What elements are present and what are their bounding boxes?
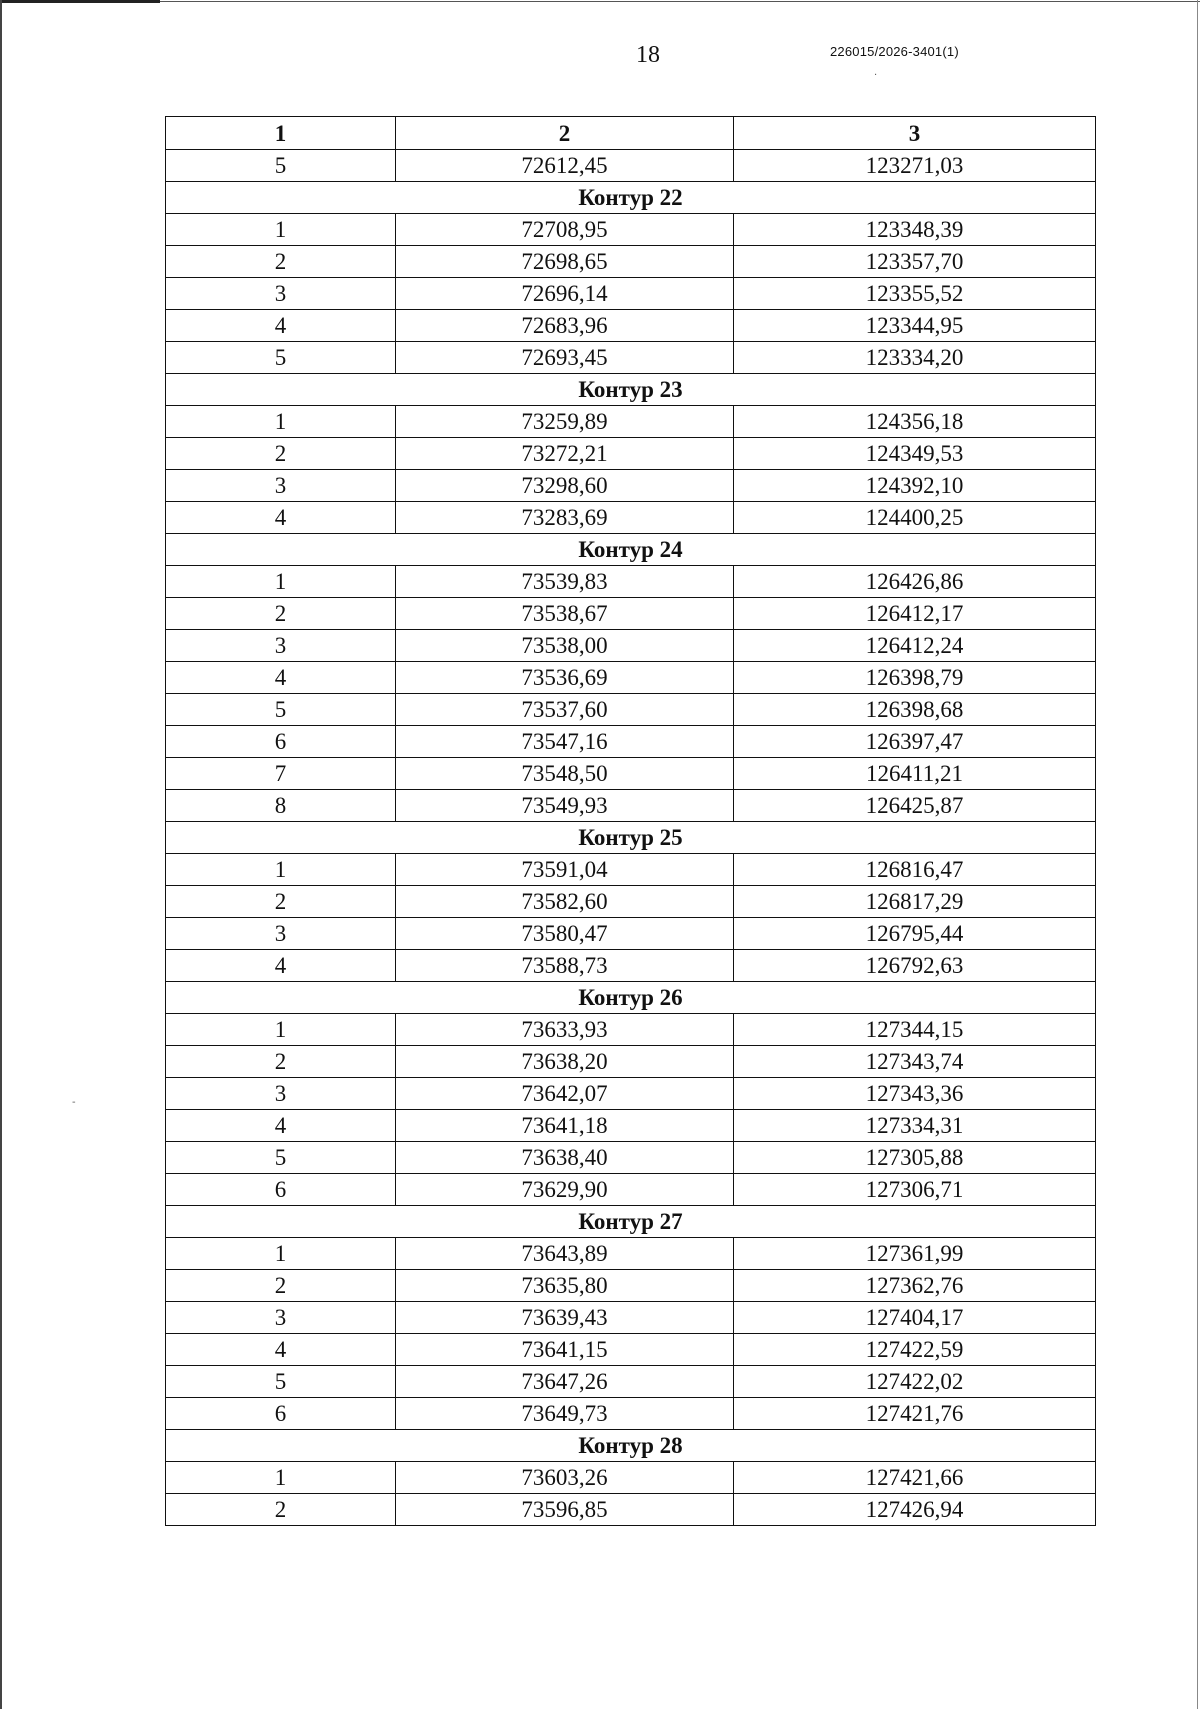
x-coordinate-cell: 73641,15 [396, 1334, 734, 1366]
table-row [166, 598, 1096, 630]
y-coordinate-cell: 127361,99 [734, 1238, 1096, 1270]
table-row [166, 758, 1096, 790]
table-row [166, 1014, 1096, 1046]
x-coordinate-cell: 73629,90 [396, 1174, 734, 1206]
x-coordinate-cell: 73641,18 [396, 1110, 734, 1142]
point-number-cell: 1 [166, 406, 396, 438]
point-number-cell: 1 [166, 214, 396, 246]
document-id: 226015/2026-3401(1) [830, 44, 959, 59]
point-number-cell: 4 [166, 310, 396, 342]
x-coordinate-cell: 73596,85 [396, 1494, 734, 1526]
y-coordinate-cell: 126411,21 [734, 758, 1096, 790]
table-row [166, 1302, 1096, 1334]
y-coordinate-cell: 127426,94 [734, 1494, 1096, 1526]
y-coordinate-cell: 126792,63 [734, 950, 1096, 982]
x-coordinate-cell: 73635,80 [396, 1270, 734, 1302]
table-row [166, 246, 1096, 278]
y-coordinate-cell: 124356,18 [734, 406, 1096, 438]
y-coordinate-cell: 127422,02 [734, 1366, 1096, 1398]
contour-header-row [166, 822, 1096, 854]
contour-label: Контур 25 [166, 822, 1096, 854]
y-coordinate-cell: 127343,36 [734, 1078, 1096, 1110]
y-coordinate-cell: 123357,70 [734, 246, 1096, 278]
point-number-cell: 1 [166, 1238, 396, 1270]
point-number-cell: 6 [166, 1174, 396, 1206]
x-coordinate-cell: 73537,60 [396, 694, 734, 726]
y-coordinate-cell: 124349,53 [734, 438, 1096, 470]
point-number-cell: 1 [166, 1462, 396, 1494]
x-coordinate-cell: 73538,67 [396, 598, 734, 630]
point-number-cell: 5 [166, 694, 396, 726]
x-coordinate-cell: 73283,69 [396, 502, 734, 534]
table-row [166, 502, 1096, 534]
table-row [166, 1142, 1096, 1174]
y-coordinate-cell: 126426,86 [734, 566, 1096, 598]
y-coordinate-cell: 123355,52 [734, 278, 1096, 310]
point-number-cell: 1 [166, 566, 396, 598]
table-row [166, 1462, 1096, 1494]
x-coordinate-cell: 73298,60 [396, 470, 734, 502]
contour-label: Контур 22 [166, 182, 1096, 214]
x-coordinate-cell: 73259,89 [396, 406, 734, 438]
y-coordinate-cell: 126817,29 [734, 886, 1096, 918]
point-number-cell: 2 [166, 1270, 396, 1302]
point-number-cell: 5 [166, 1366, 396, 1398]
x-coordinate-cell: 73591,04 [396, 854, 734, 886]
contour-header-row [166, 182, 1096, 214]
table-row [166, 918, 1096, 950]
point-number-cell: 4 [166, 950, 396, 982]
table-row [166, 790, 1096, 822]
x-coordinate-cell: 73547,16 [396, 726, 734, 758]
table-row [166, 854, 1096, 886]
column-header: 2 [396, 117, 734, 150]
point-number-cell: 6 [166, 726, 396, 758]
y-coordinate-cell: 123348,39 [734, 214, 1096, 246]
point-number-cell: 4 [166, 662, 396, 694]
table-row [166, 1174, 1096, 1206]
x-coordinate-cell: 73639,43 [396, 1302, 734, 1334]
table-row [166, 1270, 1096, 1302]
y-coordinate-cell: 127344,15 [734, 1014, 1096, 1046]
table-row [166, 566, 1096, 598]
point-number-cell: 5 [166, 1142, 396, 1174]
x-coordinate-cell: 73549,93 [396, 790, 734, 822]
x-coordinate-cell: 73582,60 [396, 886, 734, 918]
y-coordinate-cell: 126816,47 [734, 854, 1096, 886]
y-coordinate-cell: 126398,68 [734, 694, 1096, 726]
point-number-cell: 2 [166, 886, 396, 918]
table-row [166, 1046, 1096, 1078]
point-number-cell: 1 [166, 854, 396, 886]
y-coordinate-cell: 123271,03 [734, 150, 1096, 182]
contour-label: Контур 27 [166, 1206, 1096, 1238]
point-number-cell: 3 [166, 918, 396, 950]
x-coordinate-cell: 73633,93 [396, 1014, 734, 1046]
x-coordinate-cell: 72683,96 [396, 310, 734, 342]
column-header: 3 [734, 117, 1096, 150]
x-coordinate-cell: 72708,95 [396, 214, 734, 246]
point-number-cell: 4 [166, 1110, 396, 1142]
y-coordinate-cell: 127362,76 [734, 1270, 1096, 1302]
page-left-edge [0, 0, 2, 1709]
point-number-cell: 2 [166, 246, 396, 278]
scan-speck: - [72, 1097, 76, 1108]
table-row [166, 470, 1096, 502]
y-coordinate-cell: 126398,79 [734, 662, 1096, 694]
table-row [166, 1078, 1096, 1110]
contour-header-row [166, 1430, 1096, 1462]
x-coordinate-cell: 73536,69 [396, 662, 734, 694]
contour-label: Контур 28 [166, 1430, 1096, 1462]
table-row [166, 150, 1096, 182]
contour-header-row [166, 1206, 1096, 1238]
y-coordinate-cell: 127421,76 [734, 1398, 1096, 1430]
point-number-cell: 3 [166, 278, 396, 310]
x-coordinate-cell: 73580,47 [396, 918, 734, 950]
contour-label: Контур 23 [166, 374, 1096, 406]
y-coordinate-cell: 126397,47 [734, 726, 1096, 758]
y-coordinate-cell: 124392,10 [734, 470, 1096, 502]
y-coordinate-cell: 127343,74 [734, 1046, 1096, 1078]
y-coordinate-cell: 124400,25 [734, 502, 1096, 534]
y-coordinate-cell: 126425,87 [734, 790, 1096, 822]
y-coordinate-cell: 127334,31 [734, 1110, 1096, 1142]
table-row [166, 630, 1096, 662]
page-number: 18 [636, 42, 660, 68]
point-number-cell: 2 [166, 598, 396, 630]
x-coordinate-cell: 73538,00 [396, 630, 734, 662]
point-number-cell: 8 [166, 790, 396, 822]
y-coordinate-cell: 127306,71 [734, 1174, 1096, 1206]
table-row [166, 406, 1096, 438]
table-row [166, 438, 1096, 470]
x-coordinate-cell: 73643,89 [396, 1238, 734, 1270]
y-coordinate-cell: 126795,44 [734, 918, 1096, 950]
table-row [166, 726, 1096, 758]
x-coordinate-cell: 72612,45 [396, 150, 734, 182]
page-right-edge [1197, 0, 1198, 1709]
point-number-cell: 2 [166, 1494, 396, 1526]
y-coordinate-cell: 123334,20 [734, 342, 1096, 374]
table-row [166, 310, 1096, 342]
x-coordinate-cell: 73642,07 [396, 1078, 734, 1110]
table-row [166, 1398, 1096, 1430]
x-coordinate-cell: 73588,73 [396, 950, 734, 982]
x-coordinate-cell: 73548,50 [396, 758, 734, 790]
x-coordinate-cell: 73638,20 [396, 1046, 734, 1078]
table-row [166, 662, 1096, 694]
x-coordinate-cell: 72696,14 [396, 278, 734, 310]
x-coordinate-cell: 73649,73 [396, 1398, 734, 1430]
table-row [166, 886, 1096, 918]
contour-label: Контур 24 [166, 534, 1096, 566]
point-number-cell: 5 [166, 150, 396, 182]
table-row [166, 1366, 1096, 1398]
page-top-border [0, 0, 160, 3]
x-coordinate-cell: 73603,26 [396, 1462, 734, 1494]
point-number-cell: 5 [166, 342, 396, 374]
point-number-cell: 4 [166, 1334, 396, 1366]
table-row [166, 1238, 1096, 1270]
table-row [166, 1334, 1096, 1366]
y-coordinate-cell: 127422,59 [734, 1334, 1096, 1366]
x-coordinate-cell: 73539,83 [396, 566, 734, 598]
page-top-line [160, 1, 1200, 2]
y-coordinate-cell: 127404,17 [734, 1302, 1096, 1334]
table-row [166, 1494, 1096, 1526]
table-body [166, 150, 1096, 1526]
table-row [166, 342, 1096, 374]
x-coordinate-cell: 73272,21 [396, 438, 734, 470]
x-coordinate-cell: 73647,26 [396, 1366, 734, 1398]
x-coordinate-cell: 72693,45 [396, 342, 734, 374]
point-number-cell: 3 [166, 630, 396, 662]
point-number-cell: 2 [166, 438, 396, 470]
point-number-cell: 2 [166, 1046, 396, 1078]
table-row [166, 950, 1096, 982]
y-coordinate-cell: 127305,88 [734, 1142, 1096, 1174]
point-number-cell: 7 [166, 758, 396, 790]
point-number-cell: 3 [166, 1302, 396, 1334]
point-number-cell: 3 [166, 470, 396, 502]
point-number-cell: 3 [166, 1078, 396, 1110]
x-coordinate-cell: 73638,40 [396, 1142, 734, 1174]
contour-header-row [166, 374, 1096, 406]
y-coordinate-cell: 123344,95 [734, 310, 1096, 342]
coordinates-table [165, 116, 1096, 1526]
point-number-cell: 4 [166, 502, 396, 534]
table-row [166, 214, 1096, 246]
point-number-cell: 6 [166, 1398, 396, 1430]
column-header: 1 [166, 117, 396, 150]
contour-label: Контур 26 [166, 982, 1096, 1014]
x-coordinate-cell: 72698,65 [396, 246, 734, 278]
y-coordinate-cell: 126412,24 [734, 630, 1096, 662]
point-number-cell: 1 [166, 1014, 396, 1046]
table-row [166, 278, 1096, 310]
contour-header-row [166, 982, 1096, 1014]
table-row [166, 1110, 1096, 1142]
contour-header-row [166, 534, 1096, 566]
y-coordinate-cell: 127421,66 [734, 1462, 1096, 1494]
table-header-row [166, 117, 1096, 150]
scan-speck: · [874, 70, 878, 81]
table-row [166, 694, 1096, 726]
y-coordinate-cell: 126412,17 [734, 598, 1096, 630]
